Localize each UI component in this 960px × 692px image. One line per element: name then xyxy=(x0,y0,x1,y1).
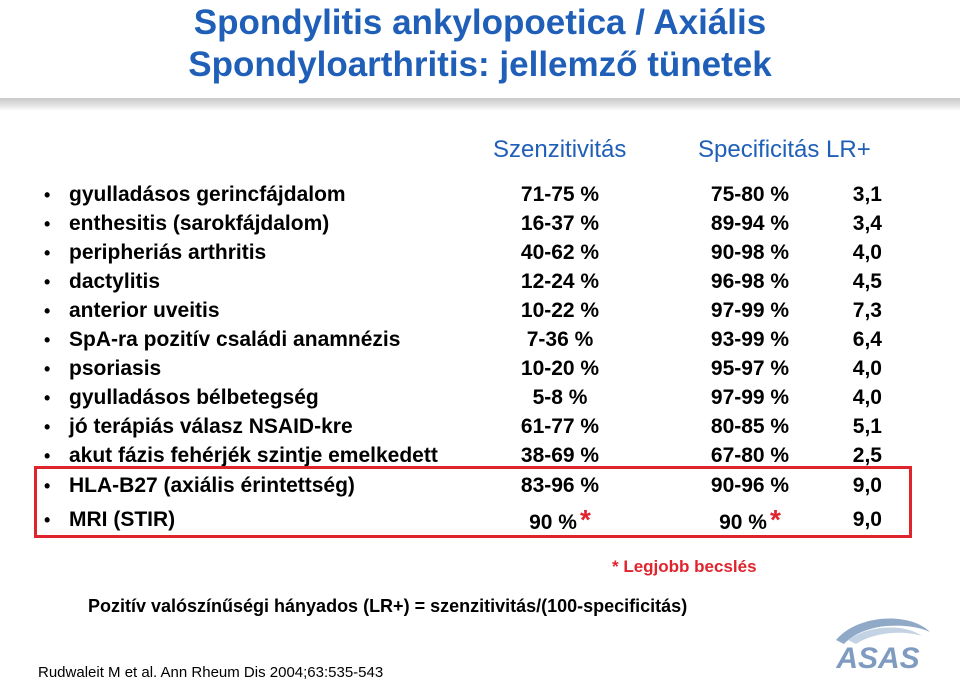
sensitivity-text: 16-37 % xyxy=(520,212,600,235)
sensitivity-text: 10-20 % xyxy=(520,357,600,380)
sensitivity-text: 7-36 % xyxy=(526,328,594,351)
specificity-text: 90-96 % xyxy=(710,474,790,497)
row-label: MRI (STIR) xyxy=(69,508,176,531)
lr-value: 9,0 xyxy=(852,474,882,497)
row-label: anterior uveitis xyxy=(69,299,220,322)
bullet-icon: • xyxy=(44,446,51,466)
bullet-icon: • xyxy=(44,359,51,379)
row-label: enthesitis (sarokfájdalom) xyxy=(69,212,330,235)
specificity-text: 90-98 % xyxy=(710,241,790,264)
table-row xyxy=(0,354,960,384)
highlight-box xyxy=(34,466,912,538)
header-sensitivity: Szenzitivitás xyxy=(493,136,627,163)
table-row xyxy=(0,412,960,442)
table-row xyxy=(0,180,960,210)
row-label: psoriasis xyxy=(69,357,162,380)
sensitivity-value xyxy=(470,383,650,413)
row-label: peripheriás arthritis xyxy=(69,241,267,264)
citation: Rudwaleit M et al. Ann Rheum Dis 2004;63:535-543 xyxy=(38,664,384,681)
sensitivity-value xyxy=(470,325,650,355)
sensitivity-text: 10-22 % xyxy=(520,299,600,322)
sensitivity-text: 40-62 % xyxy=(520,241,600,264)
sensitivity-text: 5-8 % xyxy=(532,386,588,409)
bullet-icon: • xyxy=(44,330,51,350)
sensitivity-text: 12-24 % xyxy=(520,270,600,293)
lr-value: 2,5 xyxy=(852,444,882,467)
specificity-text: 80-85 % xyxy=(710,415,790,438)
specificity-text: 95-97 % xyxy=(710,357,790,380)
specificity-text: 97-99 % xyxy=(710,386,790,409)
sensitivity-value xyxy=(470,180,650,210)
asterisk-mark: * xyxy=(579,504,591,535)
row-label: SpA-ra pozitív családi anamnézis xyxy=(69,328,401,351)
asterisk-mark: * xyxy=(769,504,781,535)
specificity-text: 89-94 % xyxy=(710,212,790,235)
specificity-text: 90 % xyxy=(719,511,767,534)
lr-value: 6,4 xyxy=(852,328,882,351)
specificity-text: 75-80 % xyxy=(710,183,790,206)
sensitivity-text: 83-96 % xyxy=(520,474,600,497)
lr-value: 4,0 xyxy=(852,241,882,264)
asas-logo-icon xyxy=(818,610,938,682)
sensitivity-value xyxy=(470,238,650,268)
sensitivity-value xyxy=(470,267,650,297)
lr-value: 4,5 xyxy=(852,270,882,293)
sensitivity-text: 71-75 % xyxy=(520,183,600,206)
lr-value: 5,1 xyxy=(852,415,882,438)
table-row xyxy=(0,267,960,297)
bullet-icon: • xyxy=(44,272,51,292)
table-row xyxy=(0,383,960,413)
footnote: * Legjobb becslés xyxy=(612,557,757,576)
lr-formula: Pozitív valószínűségi hányados (LR+) = szenzitivitás/(100-specificitás) xyxy=(88,596,688,616)
row-label: akut fázis fehérjék szintje emelkedett xyxy=(69,444,438,467)
bullet-icon: • xyxy=(44,417,51,437)
lr-value: 3,1 xyxy=(852,183,882,206)
specificity-text: 67-80 % xyxy=(710,444,790,467)
sensitivity-value xyxy=(470,354,650,384)
lr-value: 4,0 xyxy=(852,386,882,409)
bullet-icon: • xyxy=(44,185,51,205)
lr-value: 4,0 xyxy=(852,357,882,380)
bullet-icon: • xyxy=(44,510,51,530)
sensitivity-value xyxy=(470,412,650,442)
table-row xyxy=(0,296,960,326)
table-row xyxy=(0,209,960,239)
specificity-text: 93-99 % xyxy=(710,328,790,351)
lr-value: 3,4 xyxy=(852,212,882,235)
sensitivity-text: 38-69 % xyxy=(520,444,600,467)
sensitivity-value xyxy=(470,296,650,326)
specificity-text: 96-98 % xyxy=(710,270,790,293)
bullet-icon: • xyxy=(44,301,51,321)
row-label: jó terápiás válasz NSAID-kre xyxy=(69,415,353,438)
sensitivity-text: 61-77 % xyxy=(520,415,600,438)
row-label: HLA-B27 (axiális érintettség) xyxy=(69,474,355,497)
title-divider xyxy=(0,98,960,111)
bullet-icon: • xyxy=(44,214,51,234)
lr-value: 9,0 xyxy=(852,508,882,531)
header-specificity: Specificitás LR+ xyxy=(698,136,871,163)
title-line-1: Spondylitis ankylopoetica / Axiális xyxy=(193,3,767,42)
row-label: gyulladásos bélbetegség xyxy=(69,386,319,409)
logo-text: ASAS xyxy=(836,642,920,675)
row-label: gyulladásos gerincfájdalom xyxy=(69,183,346,206)
bullet-icon: • xyxy=(44,243,51,263)
bullet-icon: • xyxy=(44,388,51,408)
sensitivity-value xyxy=(470,209,650,239)
lr-value: 7,3 xyxy=(852,299,882,322)
sensitivity-text: 90 % xyxy=(529,511,577,534)
bullet-icon: • xyxy=(44,476,51,496)
table-row xyxy=(0,238,960,268)
row-label: dactylitis xyxy=(69,270,161,293)
specificity-text: 97-99 % xyxy=(710,299,790,322)
table-row xyxy=(0,325,960,355)
title-line-2: Spondyloarthritis: jellemző tünetek xyxy=(188,45,772,84)
